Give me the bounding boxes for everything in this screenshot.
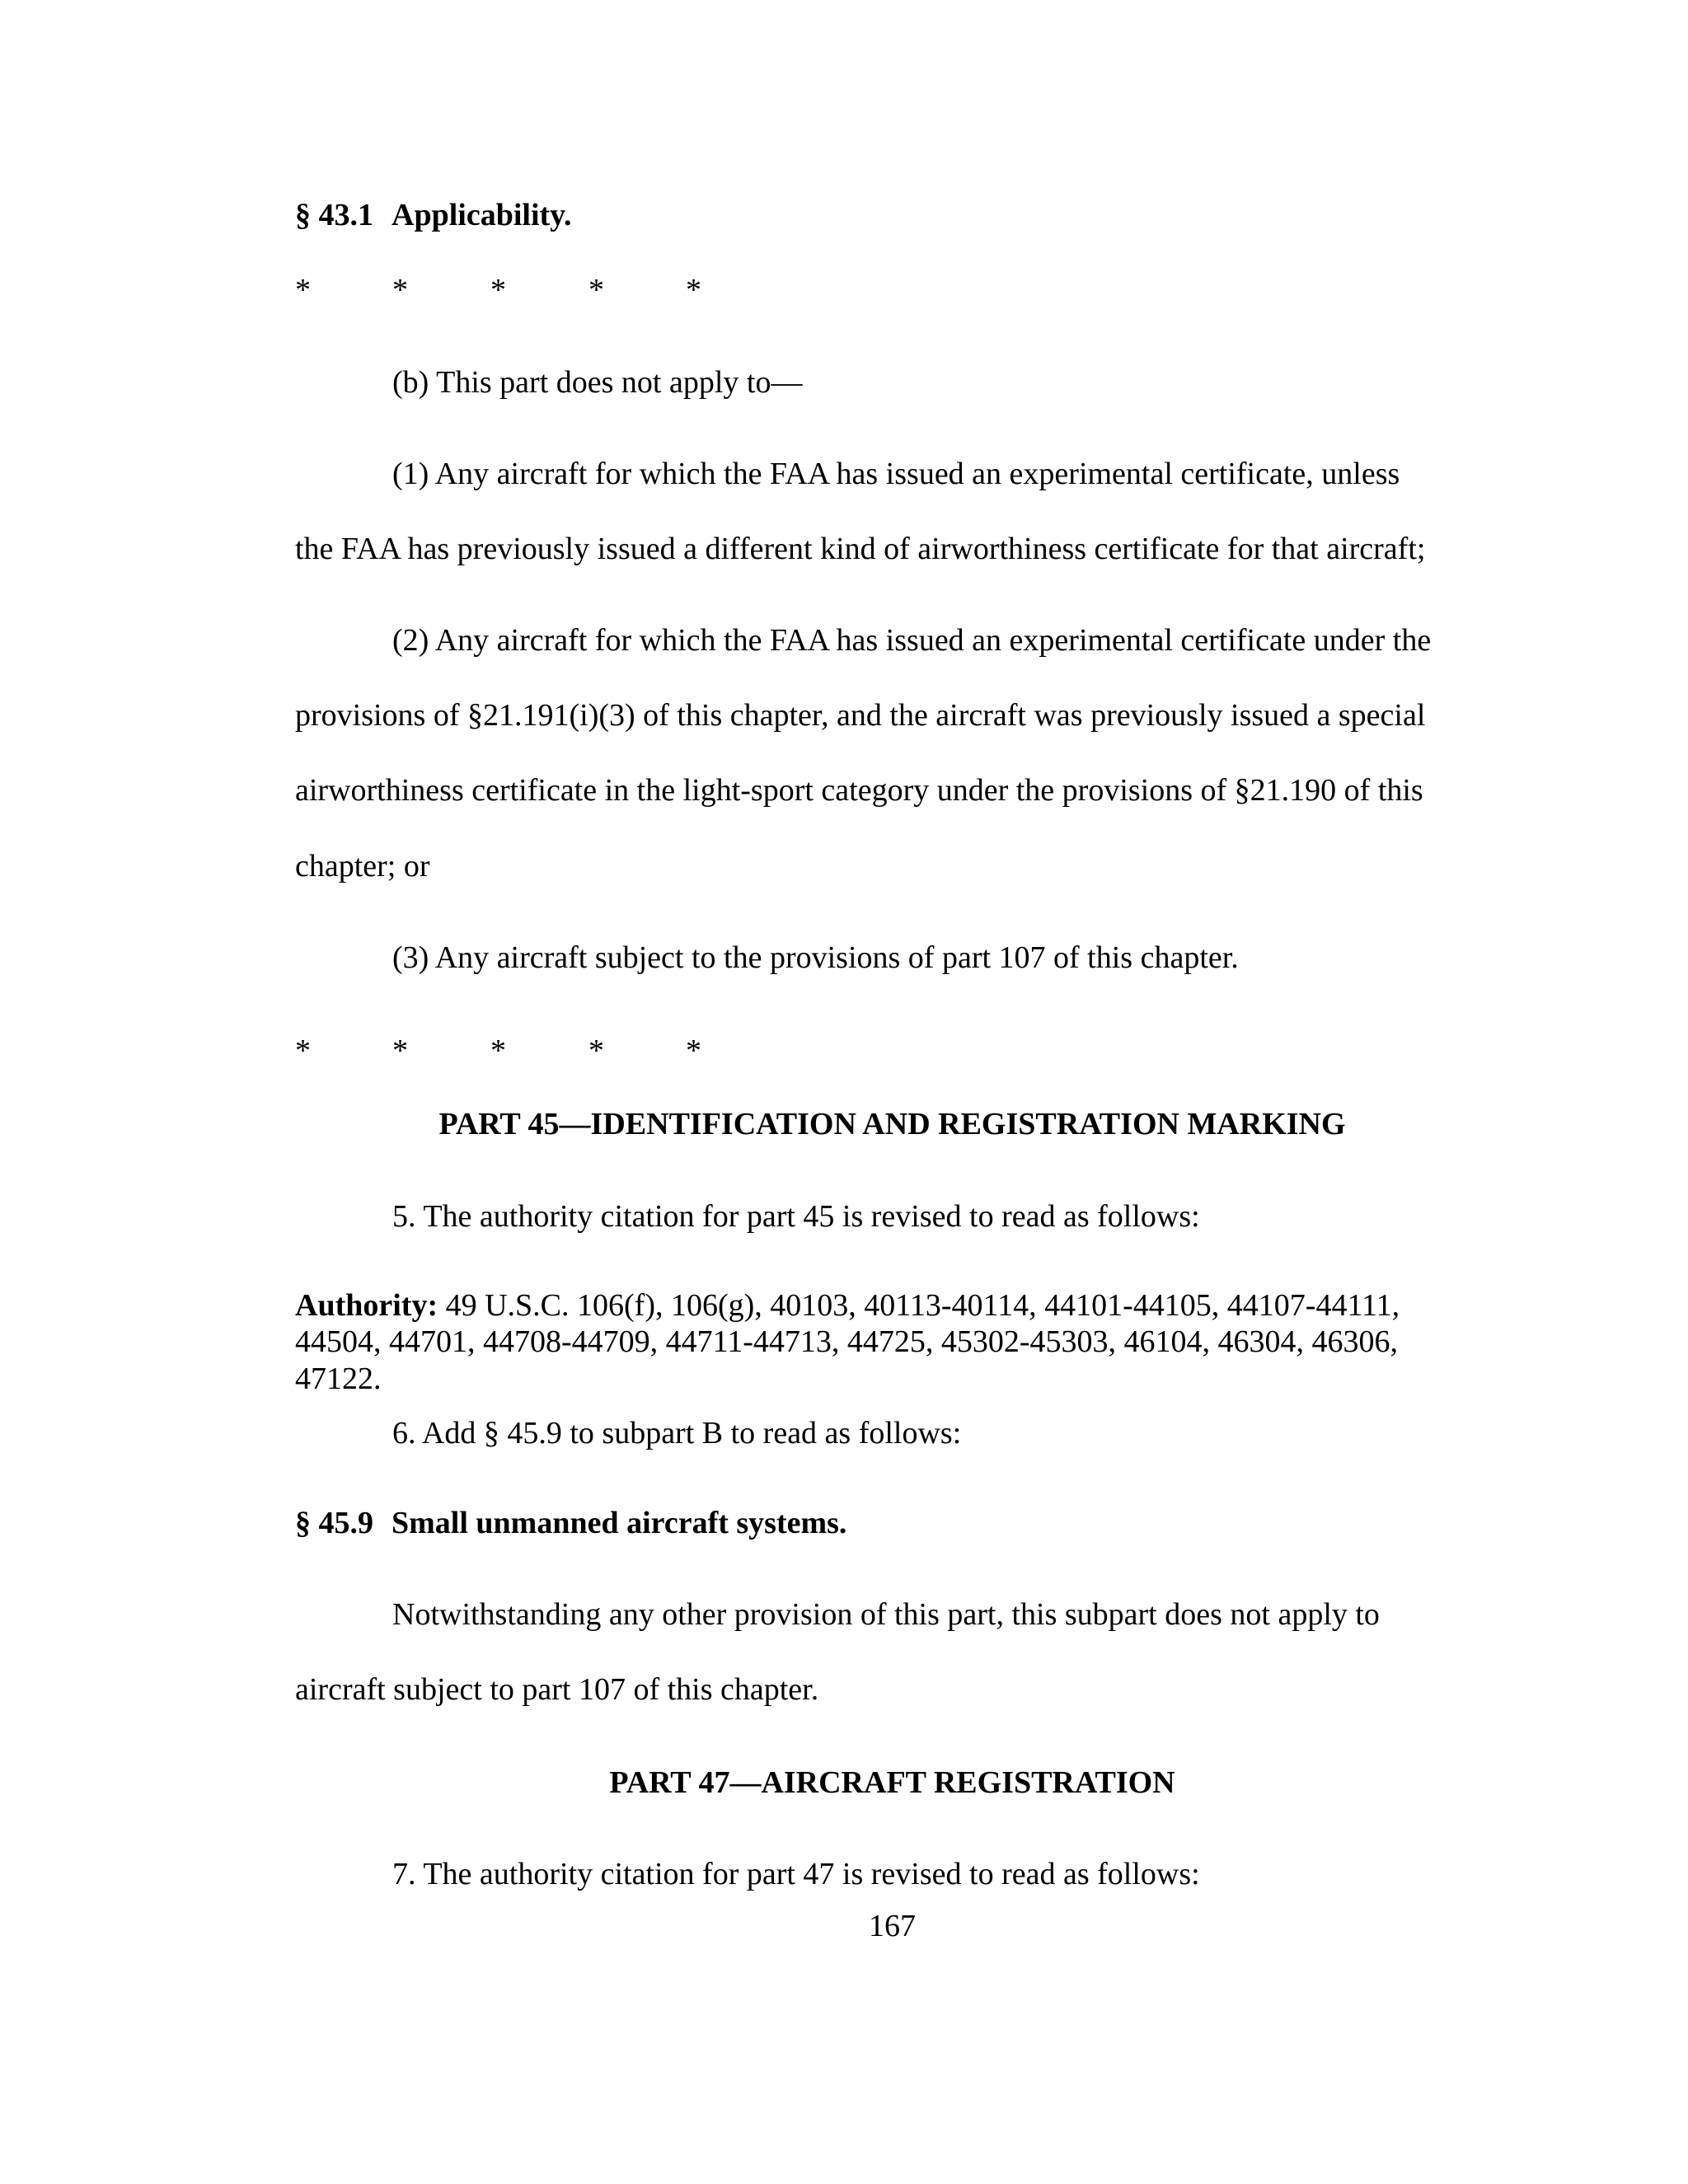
star: * [686, 1033, 701, 1068]
section-45-9-number: § 45.9 [295, 1506, 373, 1540]
star: * [588, 1033, 604, 1068]
paragraph-b: (b) This part does not apply to— [392, 365, 803, 400]
paragraph-2-line-2: provisions of §21.191(i)(3) of this chapter, and the aircraft was previously issued a special [295, 698, 1426, 733]
section-43-1-heading [295, 199, 572, 231]
part-45-heading: PART 45—IDENTIFICATION AND REGISTRATION MARKING [438, 1107, 1346, 1141]
page-number: 167 [869, 1909, 916, 1943]
section-45-9-heading [295, 1507, 846, 1539]
star: * [295, 273, 311, 307]
section-45-9-paragraph-line-1: Notwithstanding any other provision of this part, this subpart does not apply to [392, 1597, 1380, 1632]
section-45-9-title: Small unmanned aircraft systems. [392, 1506, 847, 1540]
paragraph-1-line-2: the FAA has previously issued a different kind of airworthiness certificate for that aircraft; [295, 532, 1426, 566]
paragraph-2-line-1: (2) Any aircraft for which the FAA has issued an experimental certificate under the [392, 623, 1432, 658]
star: * [392, 1033, 408, 1068]
authority-label: Authority: [295, 1288, 438, 1323]
star: * [392, 273, 408, 307]
separator-stars-1 [295, 274, 707, 307]
star: * [686, 273, 701, 307]
section-45-9-paragraph-line-2: aircraft subject to part 107 of this chapter. [295, 1672, 819, 1707]
paragraph-1-line-1: (1) Any aircraft for which the FAA has issued an experimental certificate, unless [392, 457, 1400, 491]
paragraph-3: (3) Any aircraft subject to the provisions of part 107 of this chapter. [392, 940, 1239, 975]
separator-stars-2 [295, 1035, 707, 1068]
part-47-heading: PART 47—AIRCRAFT REGISTRATION [609, 1765, 1175, 1800]
paragraph-2-line-3: airworthiness certificate in the light-sport category under the provisions of §21.190 of this [295, 773, 1423, 808]
authority-line-3: 47122. [295, 1361, 382, 1396]
star: * [588, 273, 604, 307]
paragraph-2-line-4: chapter; or [295, 849, 430, 883]
section-43-1-title: Applicability. [392, 198, 572, 232]
star: * [490, 273, 506, 307]
star: * [490, 1033, 506, 1068]
authority-line-2: 44504, 44701, 44708-44709, 44711-44713, 44725, 45302-45303, 46104, 46304, 46306, [295, 1324, 1399, 1359]
item-7: 7. The authority citation for part 47 is revised to read as follows: [392, 1857, 1200, 1891]
authority-line-1 [295, 1290, 1400, 1321]
item-5: 5. The authority citation for part 45 is revised to read as follows: [392, 1199, 1200, 1234]
star: * [295, 1033, 311, 1068]
item-6: 6. Add § 45.9 to subpart B to read as follows: [392, 1416, 962, 1451]
section-43-1-number: § 43.1 [295, 198, 373, 232]
authority-text-1: 49 U.S.C. 106(f), 106(g), 40103, 40113-40114, 44101-44105, 44107-44111, [438, 1288, 1400, 1323]
